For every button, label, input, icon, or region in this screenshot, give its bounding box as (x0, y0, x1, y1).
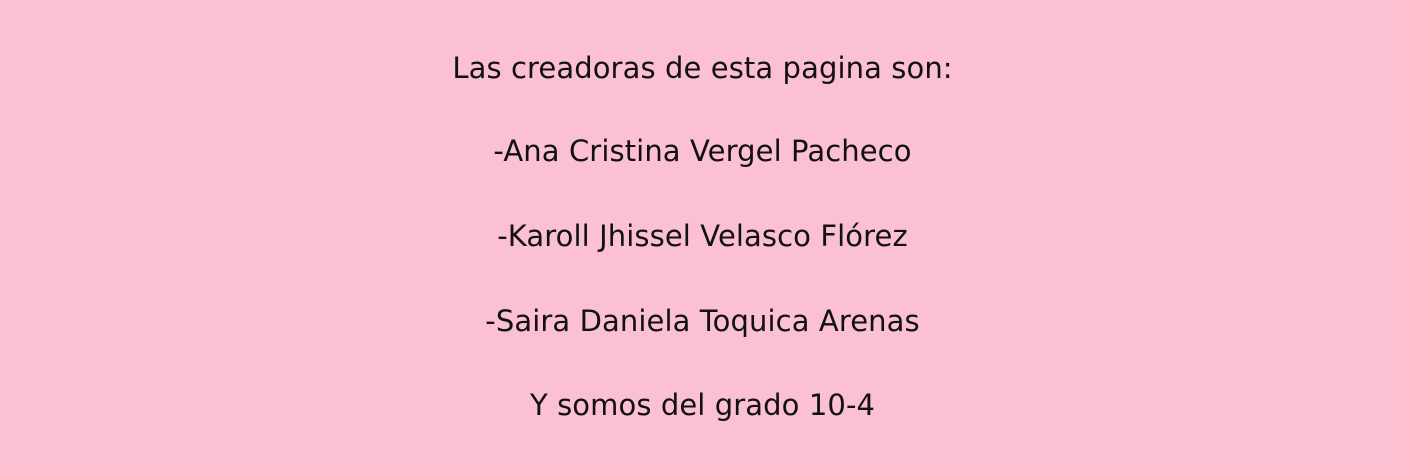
page-heading: Las creadoras de esta pagina son: (452, 51, 953, 85)
creator-name-1: -Ana Cristina Vergel Pacheco (493, 134, 912, 168)
closing-text: Y somos del grado 10-4 (529, 388, 876, 422)
creator-name-2: -Karoll Jhissel Velasco Flórez (497, 219, 908, 253)
creator-name-3: -Saira Daniela Toquica Arenas (485, 304, 920, 338)
